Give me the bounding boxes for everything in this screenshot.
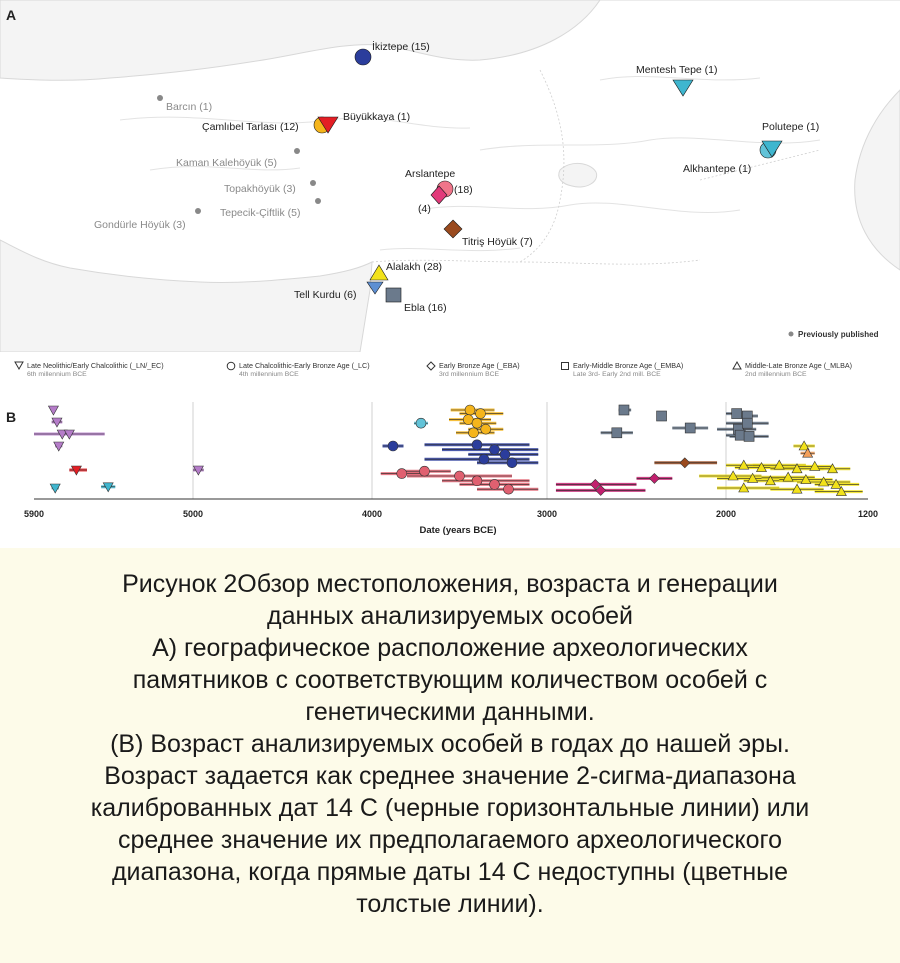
topakhoyuk-marker [310, 180, 316, 186]
caption-line: толстые линии). [356, 890, 544, 918]
x-ticks [24, 509, 878, 519]
square-point [732, 409, 742, 419]
square-point [735, 430, 745, 440]
circle-point [472, 418, 482, 428]
site-label-tepecik: Tepecik-Çiftlik (5) [220, 207, 301, 219]
diamond-icon [426, 361, 436, 371]
square-point [744, 431, 754, 441]
legend-label: Middle-Late Bronze Age (_MLBA) [745, 361, 853, 370]
kaman-marker [294, 148, 300, 154]
x-tick-label: 2000 [715, 509, 737, 519]
square-point [657, 411, 667, 421]
x-axis-label: Date (years BCE) [419, 525, 497, 536]
caption-line: данных анализируемых особей [267, 602, 633, 630]
x-tick-label: 5000 [182, 509, 204, 519]
square-point [619, 405, 629, 415]
legend-sub: Late 3rd- Early 2nd mill. BCE [573, 371, 661, 378]
site-label-titris: Titriş Höyük (7) [462, 236, 533, 248]
legend-label: Late Neolithic/Early Chalcolithic (_LN/_EC) [27, 361, 164, 370]
diamond-point [680, 458, 690, 468]
triangle-down-icon [14, 361, 24, 371]
diamond-point [649, 473, 659, 483]
circle-point [476, 409, 486, 419]
map-panel [0, 0, 900, 352]
caption-line: Возраст задается как среднее значение 2-сигма-диапазона [104, 762, 796, 790]
legend-sub: 6th millennium BCE [27, 371, 87, 378]
circle-icon [226, 361, 236, 371]
caption-line: Рисунок 2Обзор местоположения, возраста и генерации [122, 570, 778, 598]
caption-line: (В) Возраст анализируемых особей в годах до нашей эры. [110, 730, 790, 758]
site-label-kaman: Kaman Kalehöyük (5) [176, 157, 277, 169]
x-tick-label: 4000 [361, 509, 383, 519]
legend-label: Early-Middle Bronze Age (_EMBA) [573, 361, 684, 370]
x-tick-label: 5900 [23, 509, 45, 519]
gondurle-marker [195, 208, 201, 214]
caption-line: А) географическое расположение археологических [152, 634, 748, 662]
circle-point [490, 445, 500, 455]
prev-published-dot [789, 332, 794, 337]
site-label-ikiztepe: İkiztepe (15) [372, 41, 430, 53]
tepecik-marker [315, 198, 321, 204]
circle-point [472, 440, 482, 450]
circle-point [507, 458, 517, 468]
barcin-marker [157, 95, 163, 101]
caption-text [12, 568, 888, 920]
site-label-polutepe: Polutepe (1) [762, 121, 820, 133]
triangle-down-point [48, 406, 58, 415]
legend-label: Early Bronze Age (_EBA) [439, 361, 520, 370]
site-label-topakhoyuk: Topakhöyük (3) [224, 183, 296, 195]
caption-line: памятников с соответствующим количеством особей с [132, 666, 768, 694]
ikiztepe-marker [355, 49, 371, 65]
panel-b-letter: B [6, 409, 17, 425]
circle-point [416, 418, 426, 428]
panel-a-letter: A [6, 7, 17, 23]
square-point [612, 428, 622, 438]
square-point [685, 423, 695, 433]
site-label-ebla: Ebla (16) [404, 302, 447, 314]
site-label-arslantepe: Arslantepe [405, 168, 456, 180]
site-label-camlibel: Çamlıbel Tarlası (12) [202, 121, 299, 133]
square-icon [560, 361, 570, 371]
lake [559, 163, 597, 187]
x-tick-label: 3000 [536, 509, 558, 519]
caption-line: калиброванных дат 14 С (черные горизонтальные линии) или [90, 794, 810, 822]
circle-point [472, 476, 482, 486]
circle-point [479, 454, 489, 464]
circle-point [469, 428, 479, 438]
legend-sub: 4th millennium BCE [239, 371, 299, 378]
timeline-chart [0, 398, 900, 546]
circle-point [481, 424, 491, 434]
legend-sub: 2nd millennium BCE [745, 371, 807, 378]
site-label-buyukkaya: Büyükkaya (1) [343, 111, 411, 123]
circle-point [420, 466, 430, 476]
circle-point [504, 484, 514, 494]
circle-point [500, 449, 510, 459]
triangle-up-icon [732, 361, 742, 371]
caption-line: диапазона, когда прямые даты 14 С недоступны (цветные [111, 858, 789, 886]
square-point [742, 418, 752, 428]
site-label-arslantepe-count2: (4) [418, 203, 431, 215]
caption-line: генетическими данными. [305, 698, 595, 726]
caption-line: среднее значение их предполагаемого археологического [117, 826, 783, 854]
legend-label: Late Chalcolithic-Early Bronze Age (_LC) [239, 361, 370, 370]
ebla-marker [386, 288, 401, 302]
range-bars [34, 410, 863, 492]
site-label-arslantepe-count: (18) [454, 184, 473, 196]
site-label-alalakh: Alalakh (28) [386, 261, 443, 273]
circle-point [490, 479, 500, 489]
x-tick-label: 1200 [857, 509, 879, 519]
legend-sub: 3rd millennium BCE [439, 371, 500, 378]
legend [0, 355, 900, 390]
prev-published-label: Previously published [798, 330, 879, 339]
caption-panel [0, 548, 900, 963]
circle-point [397, 469, 407, 479]
site-label-mentesh: Mentesh Tepe (1) [636, 64, 718, 76]
site-label-alkhantepe: Alkhantepe (1) [683, 163, 752, 175]
circle-point [455, 471, 465, 481]
circle-point [465, 405, 475, 415]
site-label-tellkurdu: Tell Kurdu (6) [294, 289, 357, 301]
circle-point [388, 441, 398, 451]
site-label-gondurle: Gondürle Höyük (3) [94, 219, 186, 231]
site-label-barcin: Barcın (1) [166, 101, 213, 113]
